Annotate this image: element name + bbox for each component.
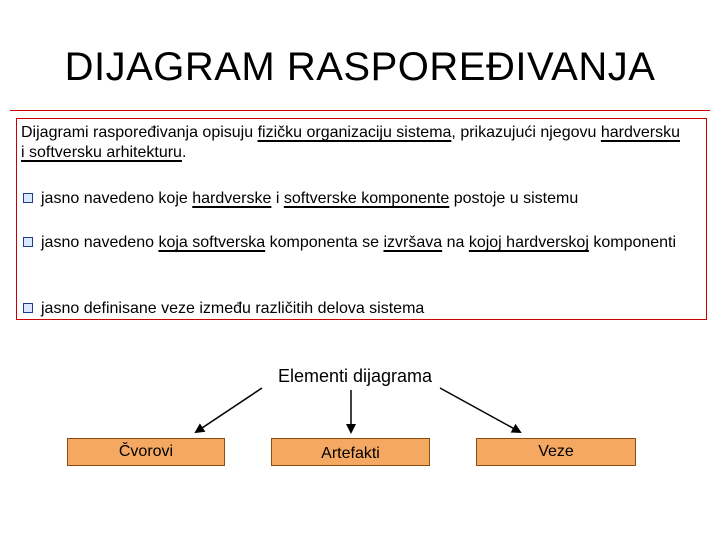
arrow-to-nodes	[196, 388, 262, 432]
node-cvorovi: Čvorovi	[67, 438, 225, 466]
intro-text-2: , prikazujući njegovu	[451, 124, 601, 141]
bullet-2-text-2: komponenta se	[265, 234, 384, 251]
bullet-2-underlined-3: kojoj hardverskoj	[468, 234, 589, 251]
bullet-2-underlined-2: izvršava	[383, 234, 443, 251]
slide-title: DIJAGRAM RASPOREĐIVANJA	[64, 45, 656, 89]
bullet-2-text-3: na	[442, 234, 469, 251]
bullet-1-underlined-2: softverske komponente	[283, 190, 450, 207]
intro-text-1: Dijagrami raspoređivanja opisuju	[21, 124, 258, 141]
intro-underlined-1: fizičku organizaciju sistema	[257, 124, 452, 141]
bullet-2-underlined-1: koja softverska	[158, 234, 266, 251]
arrow-to-connections	[440, 388, 520, 432]
bullet-1-underlined-1: hardverske	[192, 190, 272, 207]
node-artefakti: Artefakti	[271, 438, 430, 466]
intro-underlined-2: hardversku i softversku arhitekturu	[21, 124, 680, 161]
diagram-root-label: Elementi dijagrama	[277, 366, 433, 386]
bullet-2-text-1: jasno navedeno	[41, 234, 159, 251]
intro-text-3: .	[181, 144, 187, 161]
bullet-1-text-1: jasno navedeno koje	[41, 190, 193, 207]
node-veze: Veze	[476, 438, 636, 466]
bullet-1-text-3: postoje u sistemu	[449, 190, 579, 207]
bullet-3-text: jasno definisane veze između različitih delova sistema	[41, 300, 425, 317]
bullet-1-text-2: i	[271, 190, 284, 207]
bullet-2-text-4: komponenti	[588, 234, 677, 251]
